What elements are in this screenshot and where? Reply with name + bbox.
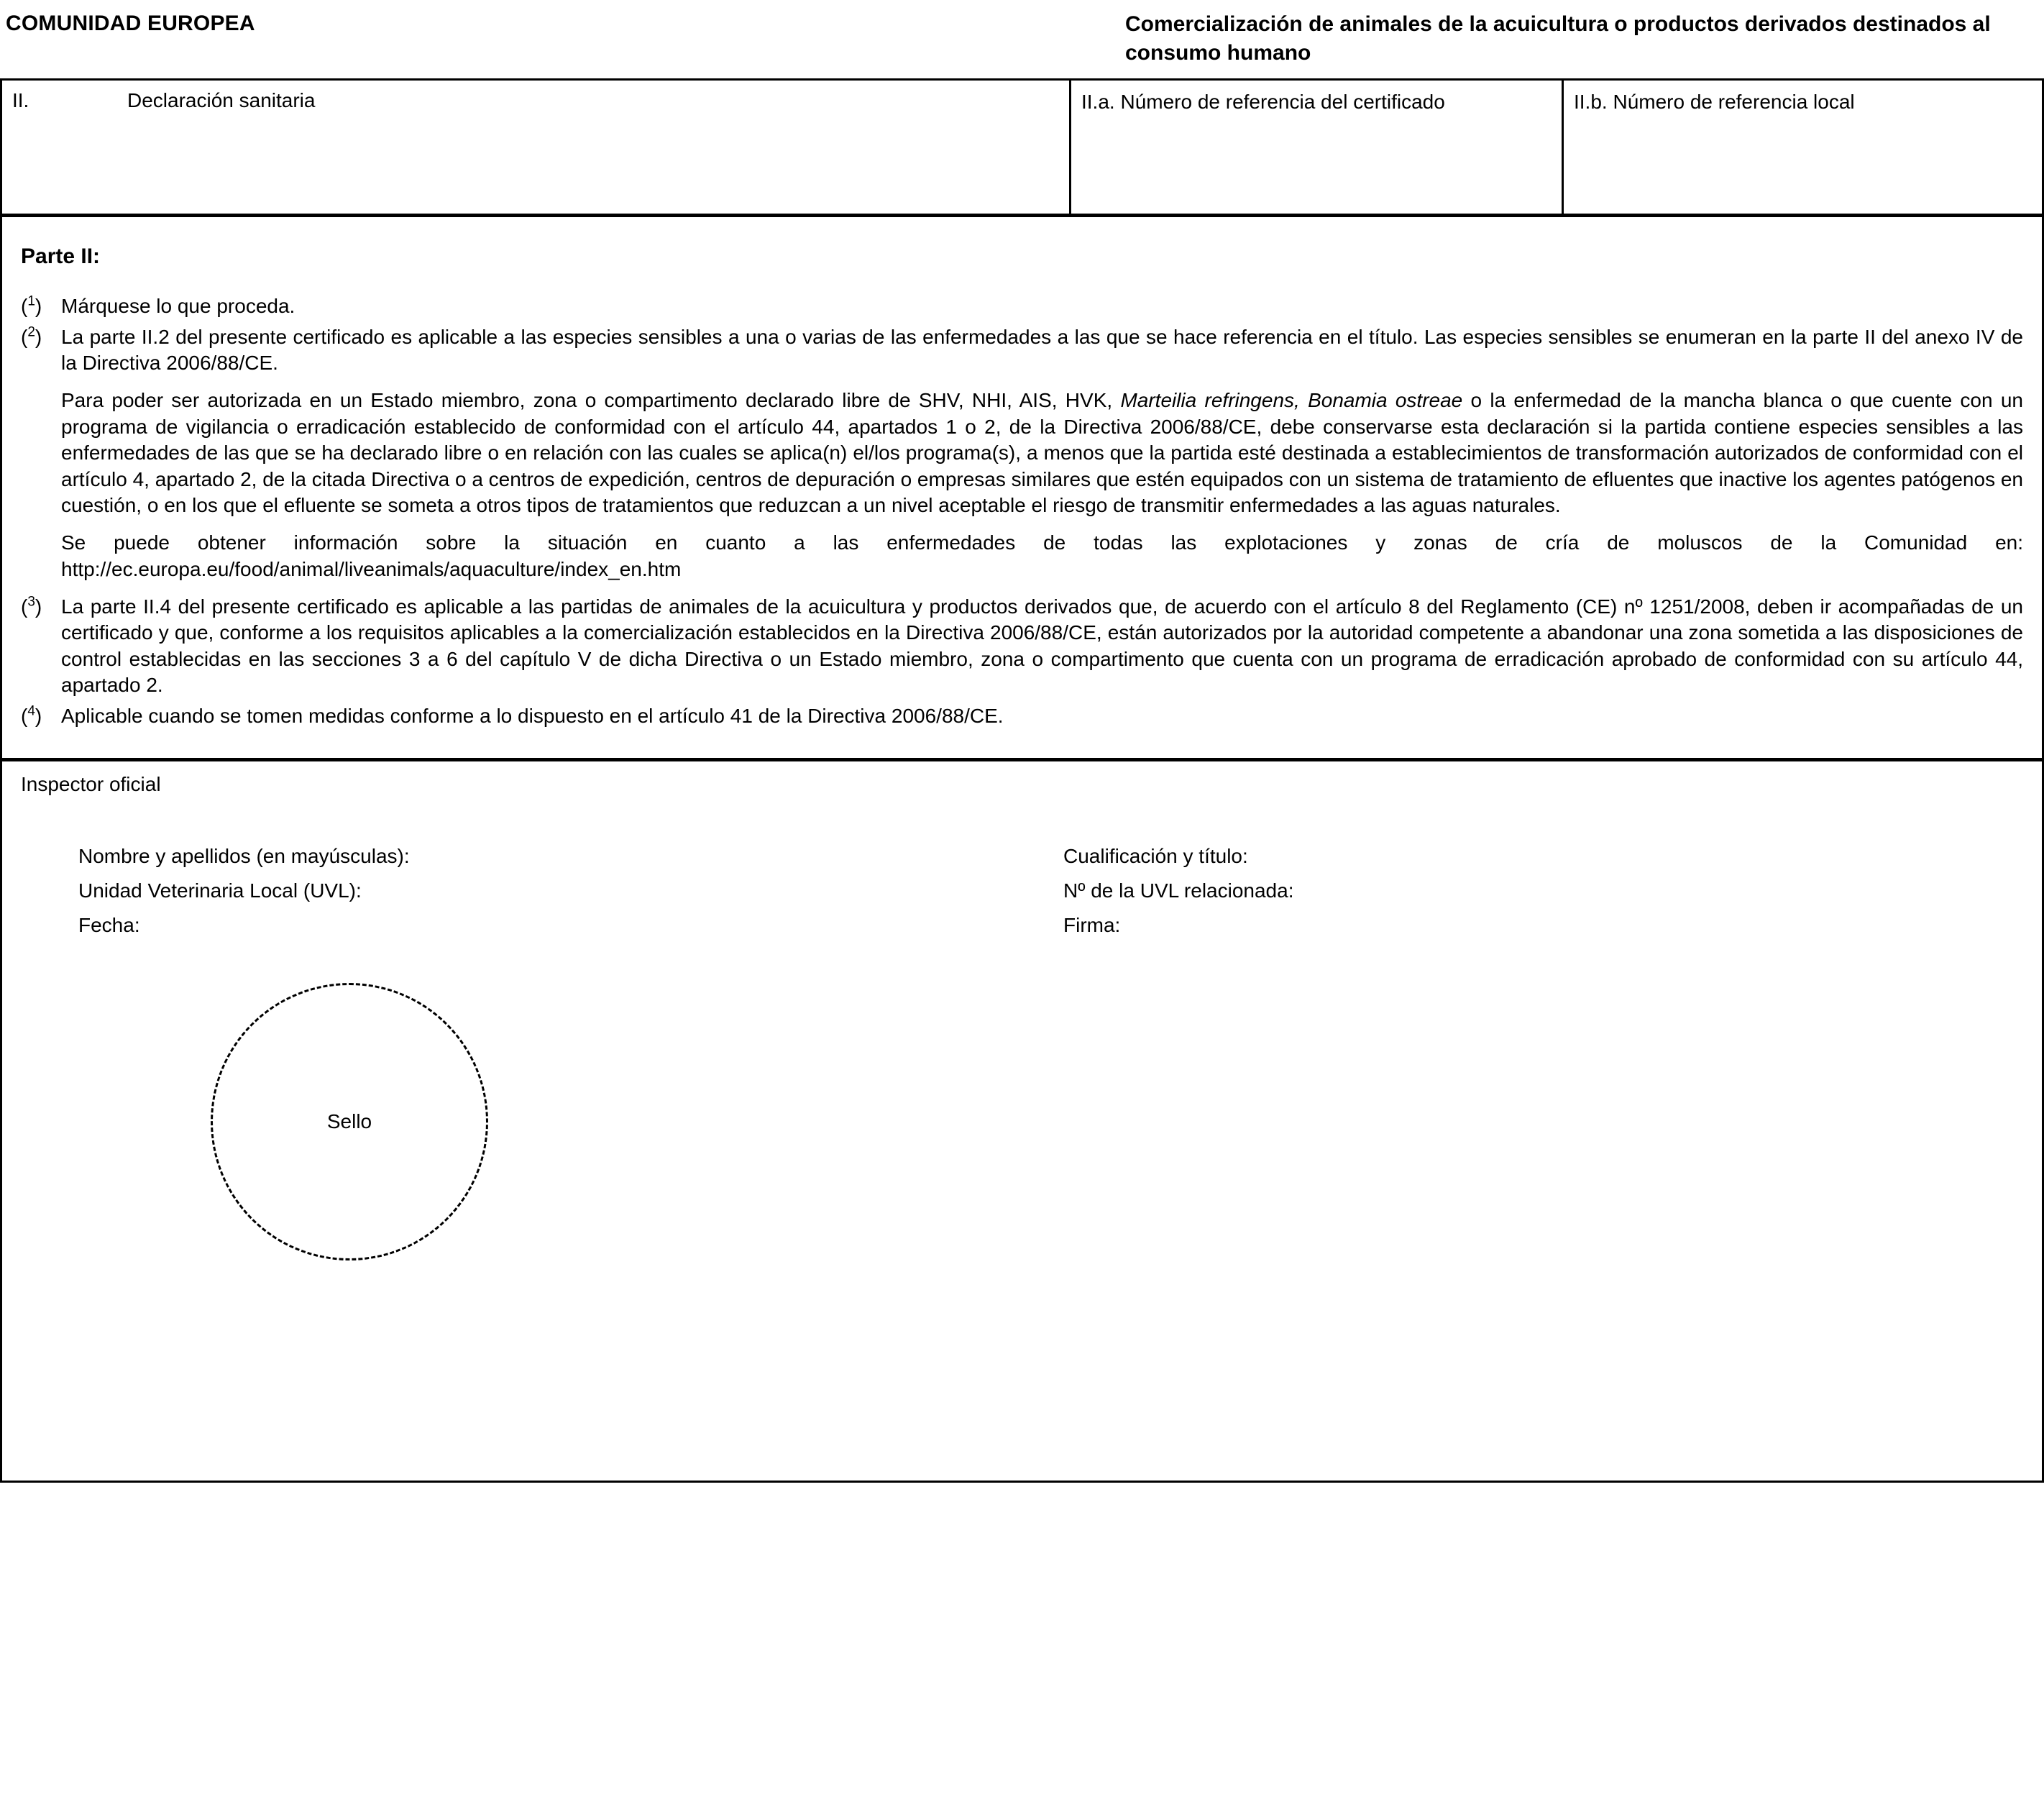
field-date-label: Fecha: xyxy=(78,914,140,937)
footnote-1 xyxy=(21,293,2023,319)
document-header xyxy=(0,0,2044,78)
field-local-veterinary-unit-label: Unidad Veterinaria Local (UVL): xyxy=(78,879,362,902)
footnote-4-marker-number: 4 xyxy=(27,703,35,719)
footnote-3-marker-number: 3 xyxy=(27,594,35,610)
footnote-1-marker: ($^1$) xyxy=(21,293,42,318)
certificate-reference-cell[interactable] xyxy=(1071,81,1564,214)
field-name-label: Nombre y apellidos (en mayúsculas): xyxy=(78,845,410,868)
reference-row xyxy=(2,81,2042,217)
declaration-label: Declaración sanitaria xyxy=(127,89,316,112)
field-qualification-label: Cualificación y título: xyxy=(1063,845,1248,868)
inspector-section-title: Inspector oficial xyxy=(21,773,161,796)
certificate-frame xyxy=(0,78,2044,1483)
document-title: Comercialización de animales de la acuicultura o productos derivados destinados al consumo humano xyxy=(1125,12,1991,65)
species-names-italic: Marteilia refringens, Bonamia ostreae xyxy=(1120,389,1463,412)
authorization-paragraph xyxy=(61,388,2023,518)
authorization-paragraph-part1: Para poder ser autorizada en un Estado miembro, zona o compartimento declarado libre de SHV, NHI, AIS, HVK, xyxy=(61,389,1121,412)
field-uvl-number-label: Nº de la UVL relacionada: xyxy=(1063,879,1294,902)
part-two-body xyxy=(2,217,2042,761)
inspector-fields xyxy=(21,839,2023,943)
stamp-label: Sello xyxy=(326,1110,372,1133)
declaration-cell xyxy=(2,81,1071,214)
footnote-4-text: Aplicable cuando se tomen medidas conforme a lo dispuesto en el artículo 41 de la Directiva 2006/88/CE. xyxy=(61,704,1004,727)
footnote-1-text: Márquese lo que proceda. xyxy=(61,295,295,318)
footnote-3-text: La parte II.4 del presente certificado es aplicable a las partidas de animales de la acuicultura y productos derivados que, de acuerdo con el artículo 8 del Reglamento (CE) nº 1251/2008, deben ir acompañadas de un certificado y que, conforme a los requisitos aplicables a la comercialización establecidos en la Directiva 2006/88/CE, están autorizados por la autoridad competente a abandonar una zona sometida a las disposiciones de control establecidas en las secciones 3 a 6 del capítulo V de dicha Directiva o un Estado miembro, zona o compartimento que cuenta con un programa de erradicación aprobado de conformidad con su artículo 44, apartado 2. xyxy=(61,595,2023,697)
inspector-section xyxy=(2,761,2042,1481)
inspector-fields-right xyxy=(1063,839,2023,943)
field-signature-label: Firma: xyxy=(1063,914,1121,937)
local-reference-label: II.b. Número de referencia local xyxy=(1574,91,1855,114)
footnote-4 xyxy=(21,703,2023,729)
certificate-reference-label: II.a. Número de referencia del certificado xyxy=(1081,91,1445,114)
information-paragraph: Se puede obtener información sobre la situación en cuanto a las enfermedades de todas las explotaciones y zonas de cría de moluscos de la Comunidad en: http://ec.europa.eu/food/animal/liveanimals/aquaculture/index_en.htm xyxy=(61,531,2023,580)
part-two-title: Parte II: xyxy=(21,244,101,269)
footnote-4-marker: ($^4$) xyxy=(21,703,42,727)
local-reference-cell[interactable] xyxy=(1564,81,2042,214)
authorization-paragraph-part2: o la enfermedad de la mancha blanca o que cuente con un programa de vigilancia o erradicación establecido de conformidad con el artículo 44, apartados 1 o 2, de la Directiva 2006/88/CE, debe conservarse esta declaración si la partida contiene especies sensibles a las enfermedades de las que se ha declarado libre o en relación con las cuales se aplica(n) el/los programa(s), a menos que la partida esté destinada a establecimientos de transformación autorizados de conformidad con el artículo 4, apartado 2, de la citada Directiva o a centros de expedición, centros de depuración o empresas similares que estén equipados con un sistema de tratamiento de efluentes que inactive los agentes patógenos en cuestión, o en los que el efluente se someta a otros tipos de tratamientos que reduzcan a un nivel aceptable el riesgo de transmitir enfermedades a las aguas naturales. xyxy=(61,389,2023,516)
stamp-placeholder xyxy=(211,983,488,1260)
footnote-2-marker-number: 2 xyxy=(27,324,35,340)
footnote-3-marker: ($^3$) xyxy=(21,594,42,618)
footnote-3 xyxy=(21,594,2023,699)
community-label: COMUNIDAD EUROPEA xyxy=(6,12,255,35)
declaration-number: II. xyxy=(12,89,29,112)
footnote-2-marker: ($^2$) xyxy=(21,324,42,348)
inspector-fields-left xyxy=(78,839,1063,943)
footnote-2 xyxy=(21,324,2023,377)
footnote-2-text: La parte II.2 del presente certificado es aplicable a las especies sensibles a una o varias de las enfermedades a las que se hace referencia en el título. Las especies sensibles se enumeran en la parte II del anexo IV de la Directiva 2006/88/CE. xyxy=(61,325,2023,374)
footnote-1-marker-number: 1 xyxy=(27,293,35,309)
